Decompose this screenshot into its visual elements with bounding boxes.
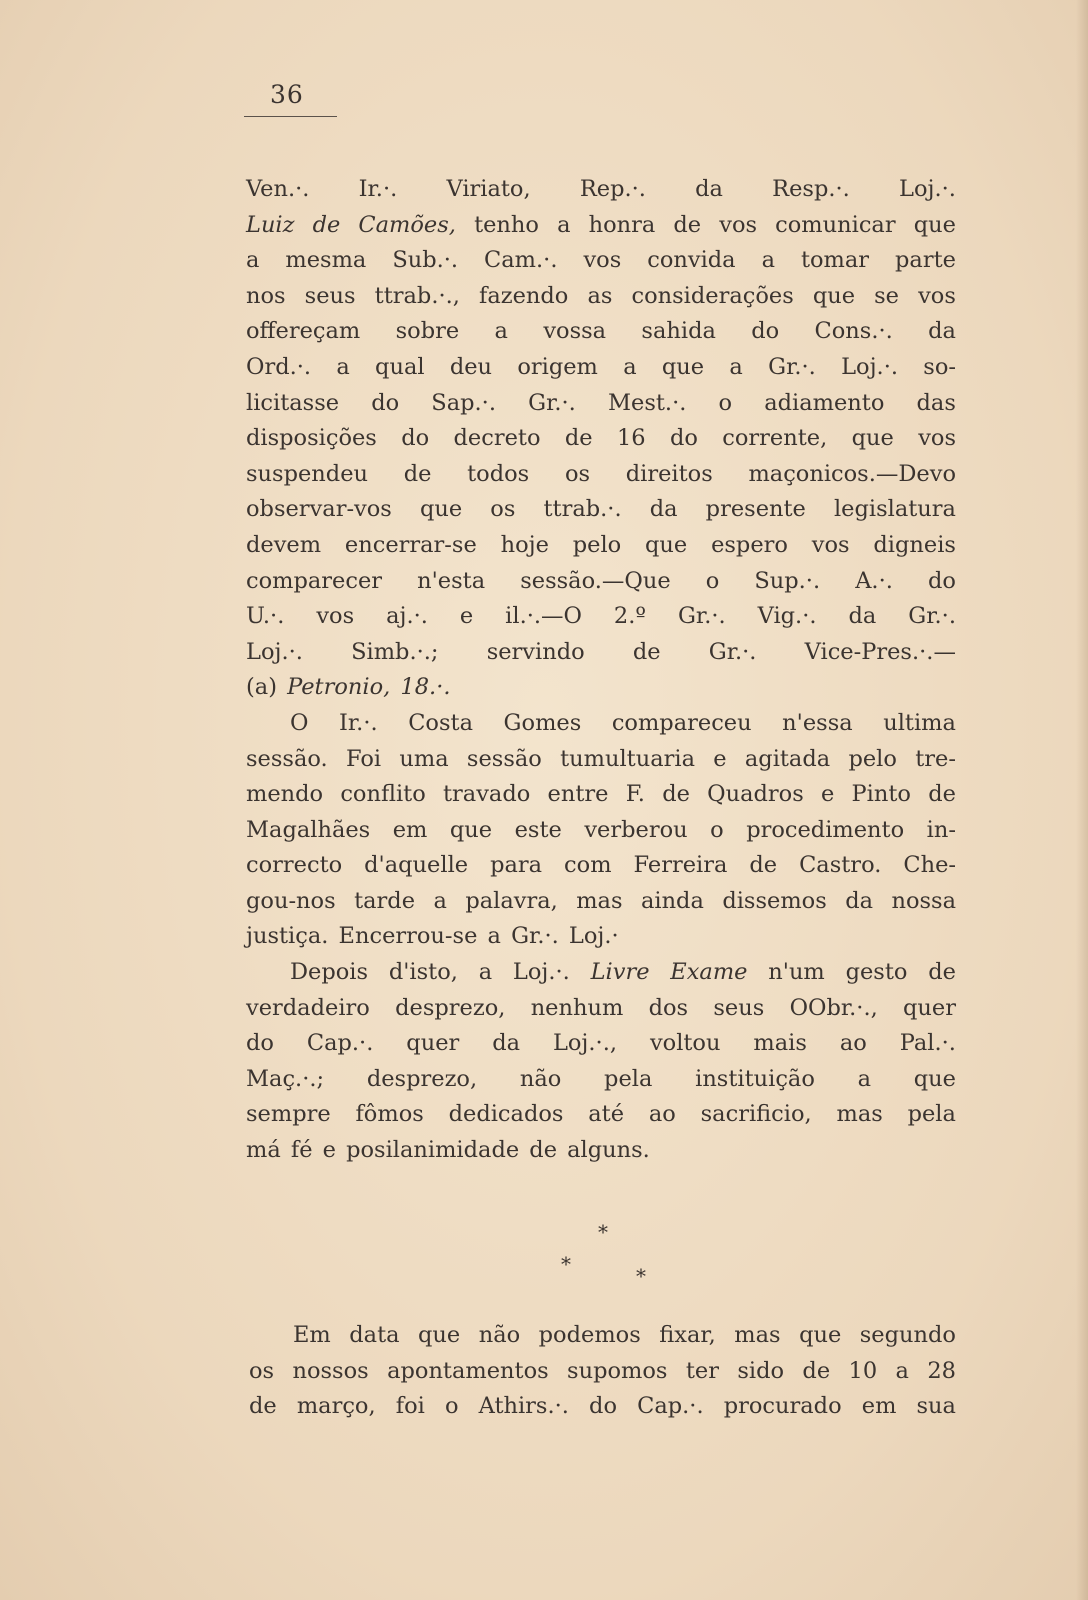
word: o <box>718 389 733 416</box>
word: março, <box>296 1393 376 1420</box>
word: uma <box>399 745 449 772</box>
word: considerações <box>631 282 794 309</box>
word: para <box>490 852 543 879</box>
word: de <box>928 959 956 986</box>
text-line <box>246 706 956 742</box>
word: (a) <box>246 674 277 701</box>
word: Mest.·. <box>607 389 687 416</box>
word: a <box>623 353 637 380</box>
word: os <box>249 1357 275 1384</box>
word: que <box>812 282 856 309</box>
word: a <box>433 887 447 914</box>
word: sessão <box>466 745 542 772</box>
word: que <box>851 425 894 452</box>
word: Ir.·. <box>339 709 378 736</box>
word: seus <box>304 282 356 309</box>
word: o <box>710 816 724 843</box>
word: a <box>729 353 743 380</box>
word: legislatura <box>833 496 956 523</box>
text-line <box>246 350 956 386</box>
word: Gr.·. <box>677 603 726 630</box>
word: qual <box>375 353 425 380</box>
text-line <box>246 243 956 279</box>
text-line <box>246 172 956 208</box>
word: do <box>927 567 956 594</box>
word: Luiz <box>246 211 295 238</box>
word: OObr.·., <box>789 994 878 1021</box>
word: sacrificio, <box>700 1101 812 1128</box>
word: licitasse <box>246 389 340 416</box>
word: Pal.·. <box>899 1030 956 1057</box>
word: mesma <box>285 247 367 274</box>
word: Cap.·. <box>637 1393 704 1420</box>
word: até <box>588 1101 625 1128</box>
text-line <box>249 1318 956 1354</box>
word: Che- <box>903 852 956 879</box>
word: em <box>392 816 428 843</box>
word: Ferreira <box>633 852 728 879</box>
text-line <box>246 421 956 457</box>
word: que <box>913 211 956 238</box>
word: posilanimidade <box>346 1137 520 1164</box>
word: apontamentos <box>387 1357 549 1384</box>
word: nenhum <box>530 994 624 1021</box>
word: sido <box>737 1357 785 1384</box>
word: quer <box>406 1030 460 1057</box>
word: Gr.·. <box>511 923 559 950</box>
text-line <box>246 599 956 635</box>
word: quer <box>903 994 956 1021</box>
word: adiamento <box>764 389 885 416</box>
word: e <box>459 603 474 630</box>
paragraph <box>246 172 956 706</box>
text-line <box>246 1097 956 1133</box>
word: instituição <box>695 1065 815 1092</box>
word: e <box>713 745 727 772</box>
word: entre <box>547 781 609 808</box>
word: de <box>673 211 702 238</box>
word: so- <box>923 353 956 380</box>
word: Castro. <box>799 852 882 879</box>
word: Foi <box>345 745 382 772</box>
word: 28 <box>927 1357 956 1384</box>
word: podemos <box>538 1322 641 1348</box>
text-line <box>246 955 956 991</box>
word: ttrab.·., <box>374 282 460 309</box>
word: alguns. <box>567 1137 650 1164</box>
word: fixar, <box>659 1322 716 1348</box>
text-line <box>246 528 956 564</box>
word: nos <box>246 282 286 309</box>
word: desprezo, <box>395 994 506 1021</box>
word: justiça. <box>246 923 329 950</box>
word: Pinto <box>851 781 911 808</box>
paragraph <box>246 955 956 1169</box>
word: gesto <box>845 959 908 986</box>
asterism-star-top: * <box>598 1220 608 1244</box>
word: fômos <box>355 1101 424 1128</box>
word: observar-vos <box>246 496 392 523</box>
word: mendo <box>246 781 324 808</box>
text-line <box>246 279 956 315</box>
word: direitos <box>625 460 713 487</box>
word: espero <box>711 531 788 558</box>
word: de <box>529 1137 558 1164</box>
page-edge-shadow <box>1076 0 1088 1600</box>
word: maçonicos.—Devo <box>748 460 956 487</box>
word: ao <box>648 1101 676 1128</box>
word: de <box>928 781 956 808</box>
word: de <box>802 1357 831 1384</box>
word: da <box>845 887 874 914</box>
word: convida <box>647 247 736 274</box>
text-line <box>246 670 956 706</box>
main-text <box>246 172 956 1169</box>
word: ao <box>839 1030 867 1057</box>
word: encerrar-se <box>344 531 477 558</box>
word: da <box>928 318 956 345</box>
word: de <box>749 852 778 879</box>
word: má <box>246 1137 281 1164</box>
word: ttrab.·. <box>543 496 622 523</box>
word: d'isto, <box>388 959 458 986</box>
word: do <box>246 1030 274 1057</box>
word: tomar <box>800 247 870 274</box>
text-line <box>246 386 956 422</box>
text-line <box>246 1062 956 1098</box>
word: n'essa <box>782 709 853 736</box>
word: que <box>661 353 705 380</box>
word: verdadeiro <box>246 994 370 1021</box>
word: F. <box>625 781 645 808</box>
word: vos <box>811 531 850 558</box>
word: servindo <box>486 638 585 665</box>
text-line <box>246 314 956 350</box>
word: e <box>820 781 835 808</box>
word: Loj.·. <box>841 353 899 380</box>
text-line <box>246 492 956 528</box>
word: os <box>564 460 591 487</box>
word: agitada <box>744 745 831 772</box>
word: Loj.·., <box>552 1030 618 1057</box>
word: correcto <box>246 852 343 879</box>
word: 16 <box>616 425 646 452</box>
word: vossa <box>543 318 607 345</box>
word: a <box>336 353 350 380</box>
word: a <box>487 923 501 950</box>
word: desprezo, <box>366 1065 478 1092</box>
word: vos <box>918 425 956 452</box>
text-line <box>246 208 956 244</box>
word: Camões, <box>358 211 456 238</box>
word: Quadros <box>707 781 804 808</box>
word: segundo <box>859 1322 956 1348</box>
word: Sup.·. <box>754 567 821 594</box>
word: mas <box>836 1101 883 1128</box>
word: este <box>514 816 562 843</box>
paragraph <box>246 706 956 955</box>
word: da <box>492 1030 521 1057</box>
word: palavra, <box>465 887 558 914</box>
word: offereçam <box>246 318 361 345</box>
text-line <box>246 742 956 778</box>
word: travado <box>443 781 531 808</box>
word: compareceu <box>611 709 752 736</box>
word: a <box>478 959 493 986</box>
text-line <box>246 635 956 671</box>
word: origem <box>517 353 598 380</box>
word: e <box>322 1137 336 1164</box>
word: procurado <box>723 1393 842 1420</box>
word: conflito <box>340 781 426 808</box>
word: das <box>916 389 956 416</box>
word: que <box>913 1065 956 1092</box>
word: a <box>557 211 571 238</box>
word: sempre <box>246 1101 331 1128</box>
word: Sub.·. <box>392 247 459 274</box>
asterism-star-left: * <box>561 1252 571 1276</box>
word: Simb.·.; <box>351 638 439 665</box>
word: digneis <box>873 531 956 558</box>
text-line <box>249 1354 956 1390</box>
word: disposições <box>246 425 377 452</box>
word: foi <box>395 1393 425 1420</box>
word: todos <box>467 460 530 487</box>
word: Cap.·. <box>306 1030 374 1057</box>
word: não <box>519 1065 562 1092</box>
word: pelo <box>572 531 622 558</box>
word: a <box>761 247 775 274</box>
word: em <box>861 1393 897 1420</box>
word: que <box>418 1322 461 1348</box>
word: tenho <box>474 211 539 238</box>
word: de <box>403 460 432 487</box>
word: presente <box>705 496 806 523</box>
word: a <box>246 247 260 274</box>
text-line <box>246 848 956 884</box>
word: pela <box>604 1065 653 1092</box>
word: vos <box>316 603 355 630</box>
text-line <box>249 1389 956 1425</box>
word: Ord.·. <box>246 353 312 380</box>
word: comunicar <box>775 211 896 238</box>
word: ultima <box>883 709 956 736</box>
word: a <box>494 318 508 345</box>
word: nossa <box>891 887 956 914</box>
word: as <box>587 282 613 309</box>
word: o <box>444 1393 459 1420</box>
word: do <box>589 1393 617 1420</box>
word: O <box>290 709 309 736</box>
word: do <box>669 425 698 452</box>
text-line <box>246 884 956 920</box>
word: Gr.·. <box>528 389 576 416</box>
word: corrente, <box>722 425 828 452</box>
word: Gr.·. <box>908 603 956 630</box>
word: Loj.·. <box>899 176 956 202</box>
word: vos <box>583 247 622 274</box>
word: dedicados <box>448 1101 564 1128</box>
word: tumultuaria <box>560 745 695 772</box>
word: sobre <box>395 318 460 345</box>
word: Exame <box>670 959 748 986</box>
asterism-star-right: * <box>636 1264 646 1288</box>
word: gou-nos <box>246 887 336 914</box>
word: dissemos <box>722 887 827 914</box>
word: Loj.· <box>568 923 619 950</box>
word: mas <box>734 1322 781 1348</box>
word: ainda <box>640 887 704 914</box>
word: Loj.·. <box>512 959 570 986</box>
word: o <box>705 567 720 594</box>
word: a <box>857 1065 872 1092</box>
word: A.·. <box>855 567 893 594</box>
word: de <box>312 211 341 238</box>
word: vos <box>918 282 956 309</box>
word: do <box>751 318 780 345</box>
word: Costa <box>408 709 473 736</box>
word: Viriato, <box>446 176 531 202</box>
word: dos <box>648 994 689 1021</box>
word: U.·. <box>246 603 285 630</box>
word: não <box>478 1322 521 1348</box>
word: Depois <box>290 959 369 986</box>
word: que <box>449 816 493 843</box>
word: de <box>564 425 593 452</box>
word: ter <box>685 1357 719 1384</box>
word: Vice-Pres.·.— <box>804 638 956 665</box>
word: procedimento <box>746 816 905 843</box>
word: de <box>632 638 661 665</box>
word: Gr.·. <box>768 353 816 380</box>
word: decreto <box>453 425 541 452</box>
word: vos <box>719 211 758 238</box>
word: tarde <box>354 887 416 914</box>
word: honra <box>588 211 656 238</box>
word: fazendo <box>479 282 569 309</box>
word: 10 <box>848 1357 878 1384</box>
word: sahida <box>641 318 716 345</box>
word: da <box>848 603 877 630</box>
word: sessão. <box>246 745 328 772</box>
word: Magalhães <box>246 816 371 843</box>
word: de <box>662 781 690 808</box>
page-number: 36 <box>270 80 304 109</box>
word: supomos <box>567 1357 668 1384</box>
word: Em <box>293 1322 331 1348</box>
final-paragraph <box>249 1318 956 1425</box>
text-line <box>246 777 956 813</box>
word: fé <box>290 1137 313 1164</box>
word: Ven.·. <box>246 176 310 202</box>
word: mas <box>576 887 623 914</box>
word: comparecer <box>246 567 383 594</box>
paragraph <box>249 1318 956 1425</box>
word: aj.·. <box>386 603 428 630</box>
word: n'esta <box>417 567 486 594</box>
word: pela <box>907 1101 956 1128</box>
word: hoje <box>500 531 549 558</box>
word: Cons.·. <box>814 318 893 345</box>
word: do <box>401 425 430 452</box>
word: Cam.·. <box>484 247 558 274</box>
text-line <box>246 564 956 600</box>
word: com <box>564 852 612 879</box>
word: de <box>249 1393 277 1420</box>
text-line <box>246 1133 956 1169</box>
word: Gomes <box>503 709 582 736</box>
word: data <box>349 1322 400 1348</box>
word: d'aquelle <box>364 852 469 879</box>
word: Ir.·. <box>358 176 398 202</box>
word: Vig.·. <box>757 603 817 630</box>
text-line <box>246 919 956 955</box>
word: n'um <box>768 959 825 986</box>
word: que <box>419 496 463 523</box>
word: deu <box>449 353 493 380</box>
word: seus <box>713 994 765 1021</box>
word: voltou <box>649 1030 721 1057</box>
text-line <box>246 813 956 849</box>
word: parte <box>895 247 956 274</box>
word: Gr.·. <box>708 638 757 665</box>
word: sessão.—Que <box>520 567 671 594</box>
word: 18.·. <box>400 674 451 701</box>
word: mais <box>753 1030 807 1057</box>
word: Petronio, <box>287 674 391 701</box>
page-number-rule <box>244 116 337 117</box>
text-line <box>246 991 956 1027</box>
word: da <box>695 176 723 202</box>
word: Rep.·. <box>579 176 646 202</box>
word: Livre <box>590 959 650 986</box>
word: do <box>371 389 400 416</box>
text-line <box>246 1026 956 1062</box>
word: Loj.·. <box>246 638 303 665</box>
word: da <box>649 496 678 523</box>
word: tre- <box>915 745 956 772</box>
word: Encerrou-se <box>338 923 478 950</box>
word: que <box>799 1322 842 1348</box>
word: pelo <box>848 745 897 772</box>
word: in- <box>926 816 956 843</box>
word: se <box>874 282 900 309</box>
word: suspendeu <box>246 460 369 487</box>
word: que <box>645 531 688 558</box>
word: nossos <box>292 1357 369 1384</box>
text-line <box>246 457 956 493</box>
word: devem <box>246 531 322 558</box>
word: verberou <box>584 816 688 843</box>
word: os <box>490 496 516 523</box>
word: sua <box>916 1393 956 1420</box>
word: 2.º <box>613 603 646 630</box>
word: Resp.·. <box>772 176 850 202</box>
word: Sap.·. <box>431 389 496 416</box>
word: il.·.—O <box>505 603 582 630</box>
word: Maç.·.; <box>246 1065 325 1092</box>
word: Athirs.·. <box>478 1393 569 1420</box>
word: a <box>895 1357 909 1384</box>
